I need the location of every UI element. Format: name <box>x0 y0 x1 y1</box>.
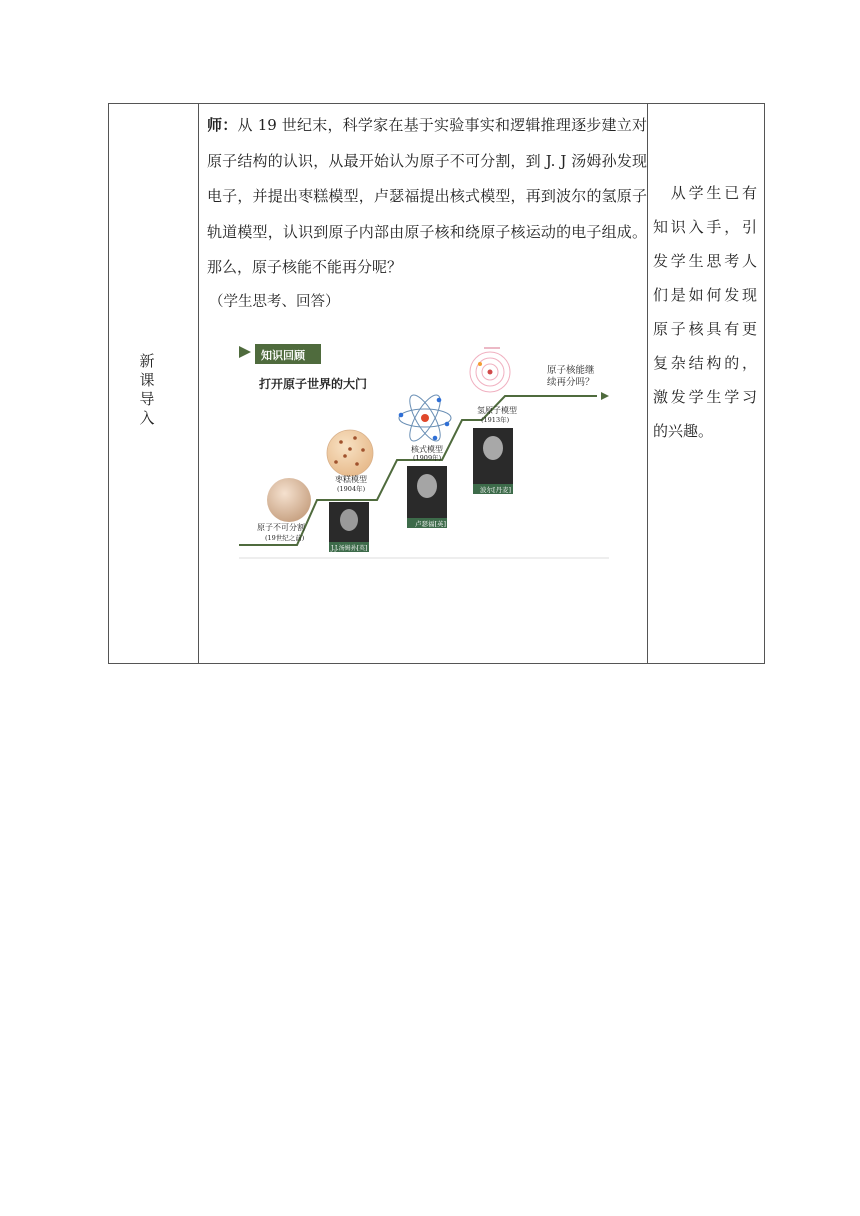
nuclear-atom-icon <box>399 391 451 445</box>
teacher-paragraph <box>207 108 647 286</box>
plum-pudding-icon <box>327 430 373 476</box>
question-line: 原子核能继 <box>547 365 595 376</box>
stage-date: (1904年) <box>337 485 366 493</box>
column-divider <box>198 104 199 663</box>
solid-atom-icon <box>267 478 311 522</box>
photo-caption: 波尔[丹麦] <box>480 486 512 494</box>
stage-date: (19世纪之前) <box>265 534 305 542</box>
photo-caption: J.J.汤姆孙[英] <box>331 545 368 552</box>
timeline-arrow-icon <box>601 392 609 400</box>
design-intent-text: 从学生已有知识入手，引发学生思考人们是如何发现原子核具有更复杂结构的，激发学生学习的兴趣。 <box>653 184 757 440</box>
teacher-text: 从 19 世纪末，科学家在基于实验事实和逻辑推理逐步建立对原子结构的认识，从最开始认为原子不可分割，到 J. J 汤姆孙发现电子，并提出枣糕模型，卢瑟福提出核式模型，再到波尔的氢原子轨道模型，认识到原子内部由原子核和绕原子核运动的电子组成。那么，原子核能不能再分呢？ <box>207 116 647 276</box>
row-label: 新课导入 <box>139 352 155 427</box>
column-divider <box>647 104 648 663</box>
photo-caption: 卢瑟福[英] <box>415 520 447 528</box>
speaker-label: 师： <box>207 116 238 134</box>
stage-label: 氢原子模型 <box>477 406 517 415</box>
stage-date: (1909年) <box>413 454 442 462</box>
knowledge-review-figure <box>237 330 609 560</box>
banner-text: 知识回顾 <box>261 349 305 362</box>
question-line: 续再分吗？ <box>547 377 595 388</box>
stage-label: 枣糕模型 <box>335 475 367 484</box>
lesson-table <box>108 103 765 664</box>
bohr-atom-icon <box>470 348 510 392</box>
stage-label: 核式模型 <box>411 445 443 454</box>
figure-subtitle: 打开原子世界的大门 <box>259 377 368 391</box>
student-note: （学生思考、回答） <box>209 294 340 310</box>
stage-label: 原子不可分割 <box>257 523 305 532</box>
timeline-diagram <box>237 330 609 560</box>
banner-arrow-icon <box>239 346 251 358</box>
design-intent <box>653 176 757 448</box>
stage-date: (1913年) <box>481 416 510 424</box>
